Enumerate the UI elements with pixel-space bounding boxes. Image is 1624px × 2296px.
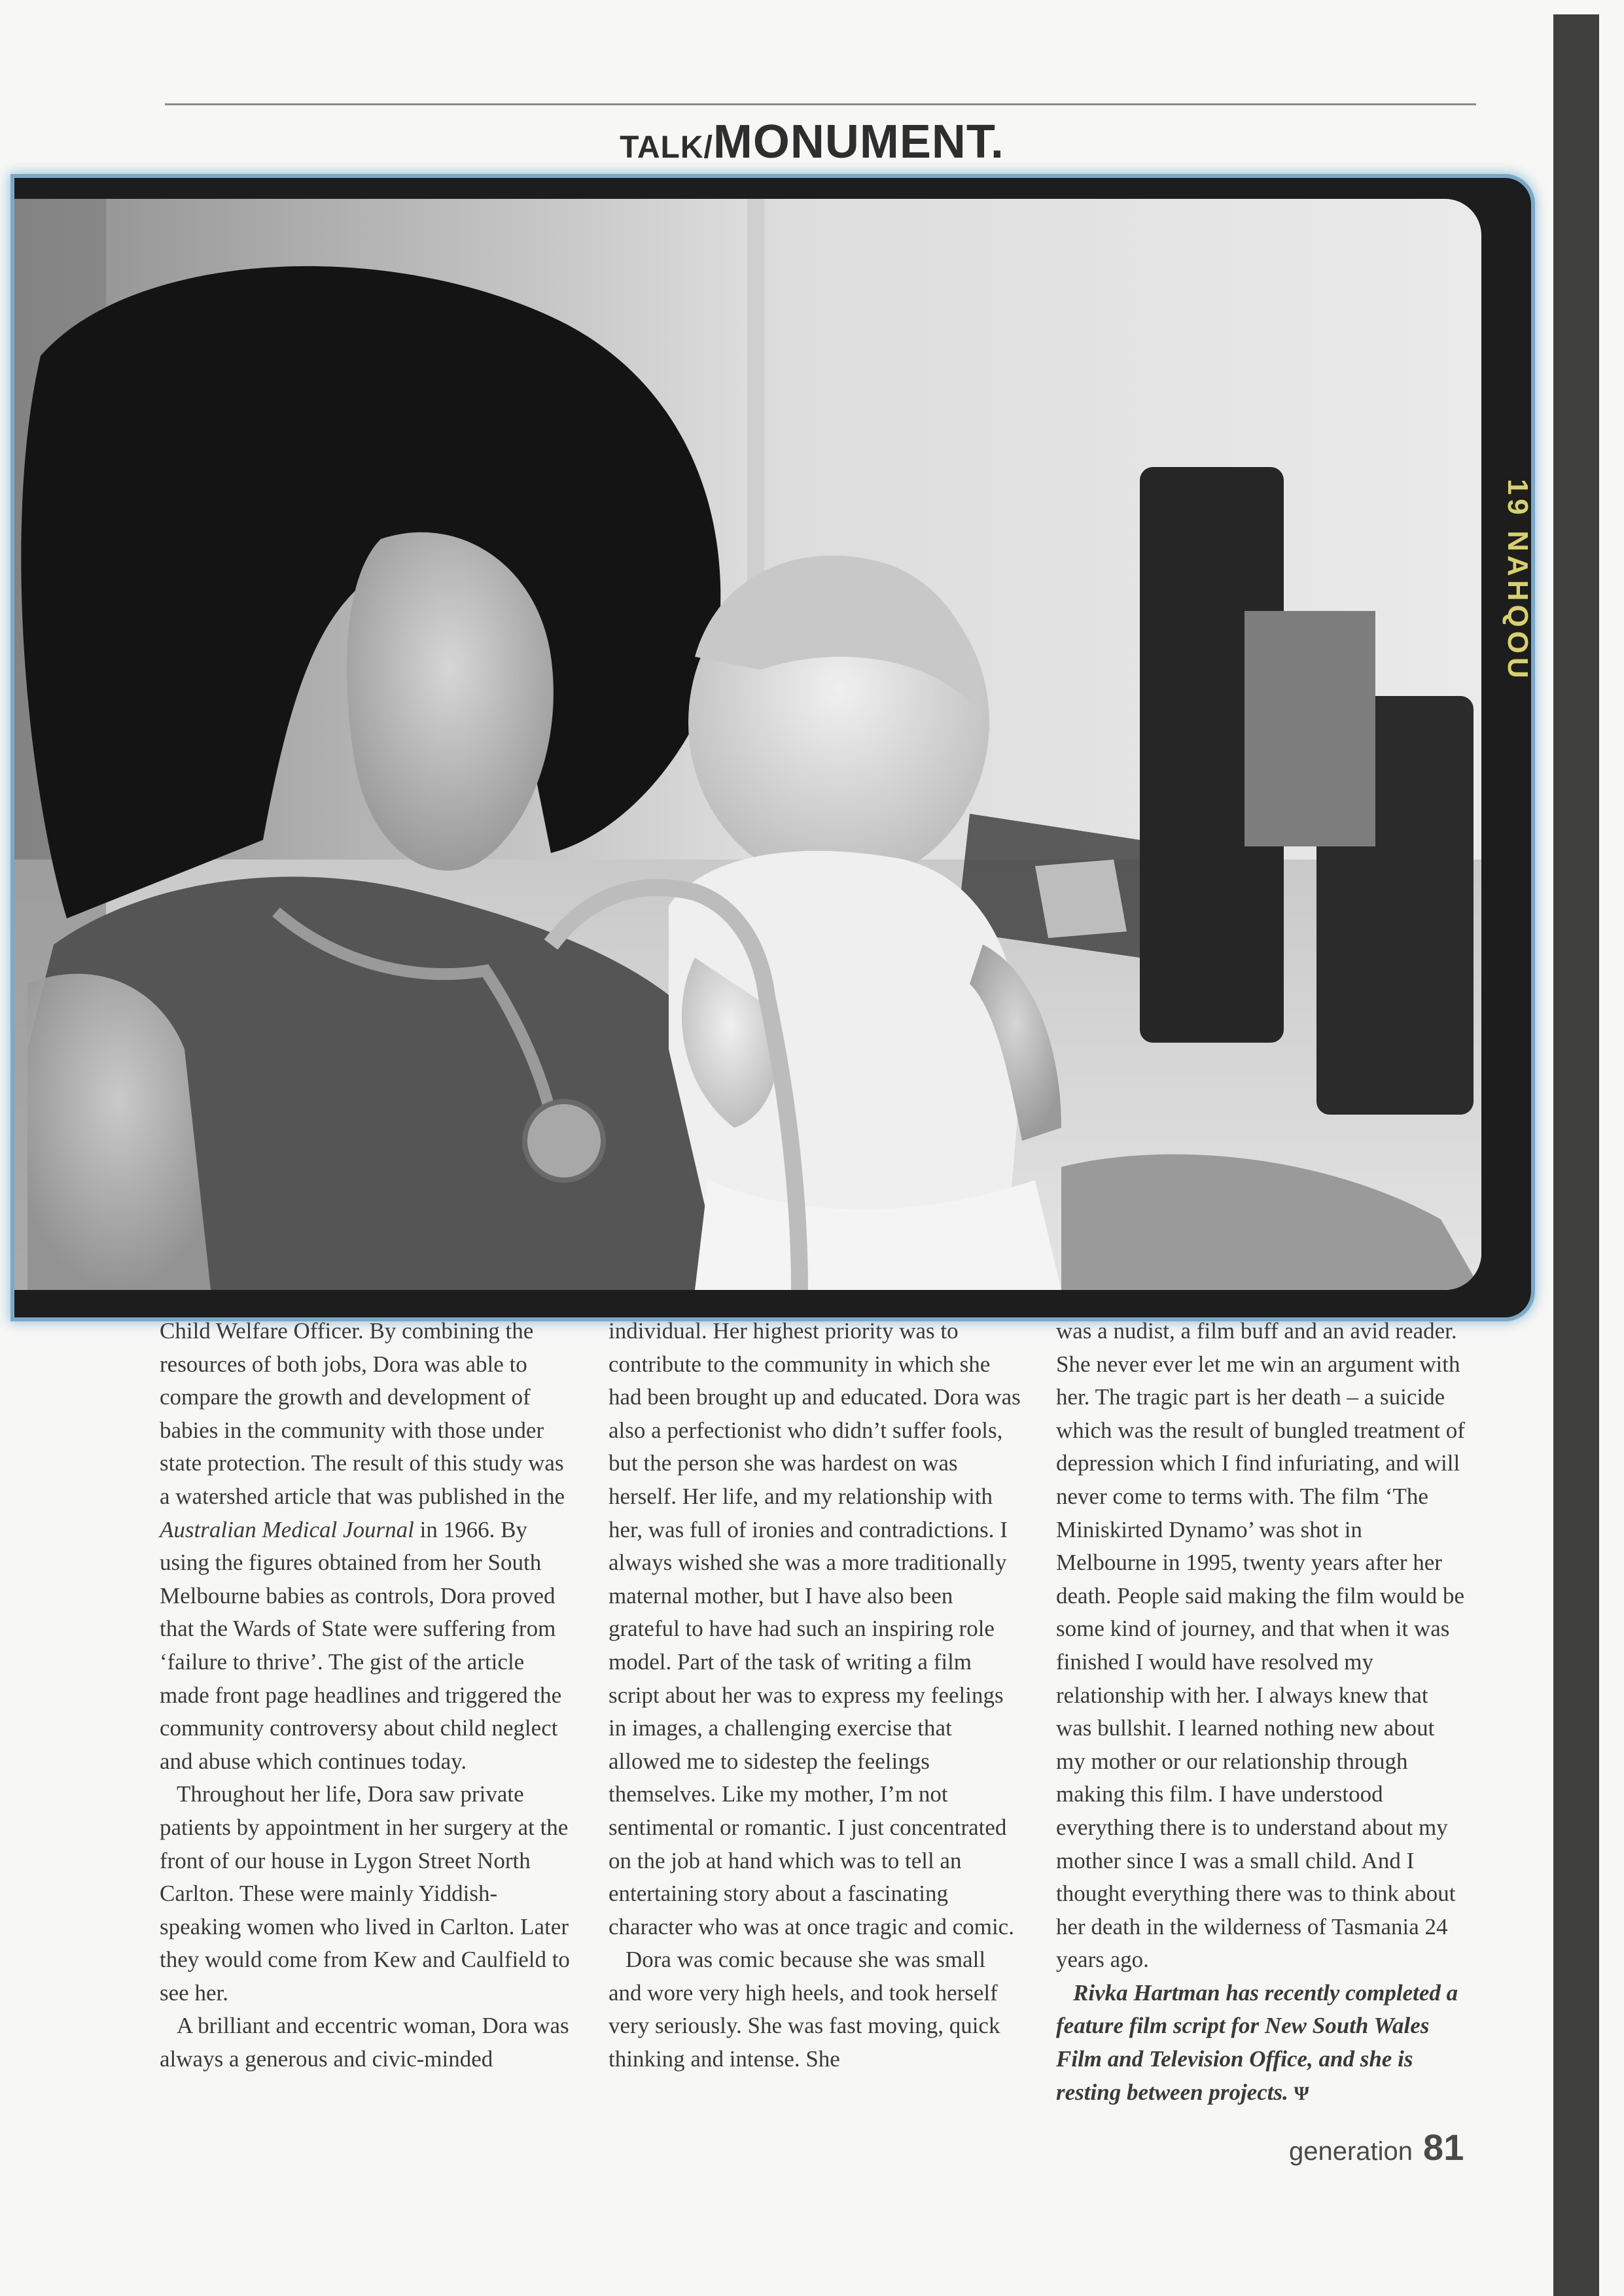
- section-prefix: TALK/: [620, 130, 713, 165]
- publication-name: generation: [1289, 2137, 1413, 2166]
- paragraph: Throughout her life, Dora saw private patients by appointment in her surgery at the front of our house in Lygon Street North Carlton. These were mainly Yiddish-speaking women who lived in Carlton. Later they would come from Kew and Caulfield to see her.: [160, 1781, 570, 2006]
- paragraph: individual. Her highest priority was to contribute to the community in which she had been brought up and educated. Dora was also a perfectionist who didn’t suffer fools, but the person she was hardest on was herself. Her life, and my relationship with her, was full of ironies and contradictions. I always wished she was a more traditionally maternal mother, but I have also been grateful to have had such an inspiring role model. Part of the task of writing a film script about her was to express my feelings in images, a challenging exercise that allowed me to sidestep the feelings themselves. Like my mother, I’m not sentimental or romantic. I just concentrated on the job at hand which was to tell an entertaining story about a fascinating character who was at once tragic and comic.: [609, 1318, 1021, 1939]
- photo-illustration: [14, 199, 1481, 1290]
- paragraph: was a nudist, a film buff and an avid reader. She never ever let me win an argument with her. The tragic part is her death – a suicide which was the result of bungled treatment of depression which I find infuriating, and will never come to terms with. The film ‘The Miniskirted Dynamo’ was shot in Melbourne in 1995, twenty years after her death. People said making the film would be some kind of journey, and that when it was finished I would have resolved my relationship with her. I always knew that was bullshit. I learned nothing new about my mother or our relationship through making this film. I have understood everything there is to understand about my mother since I was a small child. And I thought everything there was to think about her death in the wilderness of Tasmania 24 years ago.: [1056, 1318, 1465, 1973]
- page-footer: [1289, 2126, 1464, 2168]
- author-note: Rivka Hartman has recently completed a feature film script for New South Wales Film and Television Office, and she is resting between projects. Ψ: [1056, 1979, 1458, 2105]
- paragraph: Dora was comic because she was small and wore very high heels, and took herself very seriously. She was fast moving, quick thinking and intense. She: [609, 1947, 1000, 2072]
- photograph-mother-and-baby: [14, 199, 1481, 1290]
- paragraph: A brilliant and eccentric woman, Dora was always a generous and civic-minded: [160, 2013, 569, 2072]
- end-mark-icon: Ψ: [1294, 2082, 1309, 2104]
- section-header: [0, 115, 1624, 169]
- article-column-3: [1056, 1315, 1468, 2110]
- film-edge-marking: 19 NAHQOU: [1502, 479, 1534, 682]
- journal-title: Australian Medical Journal: [160, 1516, 414, 1542]
- article-column-1: [160, 1315, 572, 2076]
- article-column-2: [609, 1315, 1021, 2076]
- page-number: 81: [1423, 2127, 1464, 2168]
- header-rule: [165, 103, 1476, 105]
- photo-frame: [14, 178, 1534, 1317]
- section-name: MONUMENT.: [713, 116, 1004, 168]
- paragraph: Child Welfare Officer. By combining the resources of both jobs, Dora was able to compare the growth and development of babies in the community with those under state protection. The result of this study was a watershed article that was published in the Australian Medical Journal in 1966. By using the figures obtained from her South Melbourne babies as controls, Dora proved that the Wards of State were suffering from ‘failure to thrive’. The gist of the article made front page headlines and triggered the community controversy about child neglect and abuse which continues today.: [160, 1318, 565, 1774]
- page-edge-bar: [1553, 14, 1599, 2296]
